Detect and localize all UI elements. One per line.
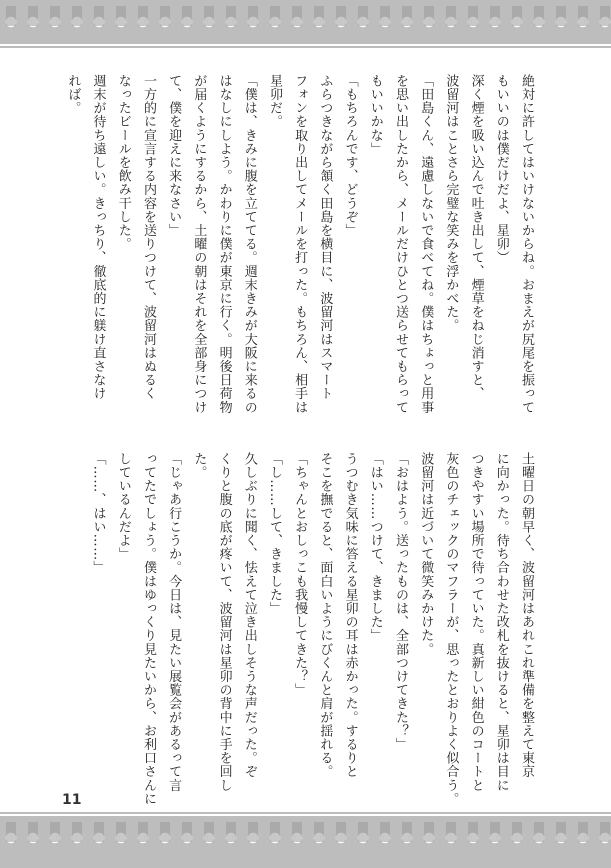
text-line: 灰色のチェックのマフラーが、思ったとおりよく似合う。 bbox=[443, 452, 459, 806]
text-line: 「田島くん、遠慮しないで食べてね。僕はちょっと用事 bbox=[418, 74, 434, 414]
top-decorative-border bbox=[0, 0, 611, 44]
text-line: はなしにしよう。かわりに僕が東京に行く。明後日荷物 bbox=[216, 74, 232, 414]
text-line: 「はい……つけて、きました」 bbox=[367, 452, 383, 643]
text-line: なったビールを飲み干した。 bbox=[115, 74, 131, 251]
text-line: 土曜日の朝早く、波留河はあれこれ準備を整えて東京 bbox=[519, 452, 534, 779]
text-line: もいいかな」 bbox=[367, 74, 383, 156]
text-line: 波留河は近づいて微笑みかけた。 bbox=[418, 452, 434, 656]
text-line: 「もちろんです、どうぞ」 bbox=[342, 74, 358, 238]
text-line: を思い出したから、メールだけひとつ送らせてもらって bbox=[392, 74, 408, 414]
text-line: 絶対に許してはいけないからね。おまえが尻尾を振って bbox=[519, 74, 534, 414]
text-line: 星卯だ。 bbox=[266, 74, 282, 129]
text-line: 「し……して、きました」 bbox=[266, 452, 282, 616]
text-line: うつむき気味に答える星卯の耳は赤かった。するりと bbox=[342, 452, 358, 779]
text-line: 週末が待ち遠しい。きっちり、徹底的に躾け直さなけ bbox=[90, 74, 106, 401]
text-line: 波留河はことさら完璧な笑みを浮かべた。 bbox=[443, 74, 459, 333]
text-line: れば。 bbox=[65, 74, 81, 115]
text-line: しているんだよ」 bbox=[115, 452, 131, 561]
text-line: つきやすい場所で待っていた。真新しい紺色のコートと bbox=[468, 452, 484, 792]
text-line: た。 bbox=[191, 452, 207, 480]
upper-text-block bbox=[60, 74, 539, 454]
text-line: が届くようにするから、土曜の朝はそれを全部身につけ bbox=[191, 74, 207, 414]
bottom-diamond-pattern bbox=[0, 822, 611, 842]
page-number: 11 bbox=[62, 792, 82, 808]
text-line: もいいのは僕だけだよ、星卯） bbox=[493, 74, 509, 265]
text-line: 「じゃあ行こうか。今日は、見たい展覧会があるって言 bbox=[166, 452, 182, 792]
text-line: くりと腹の底が疼いて、波留河は星卯の背中に手を回し bbox=[216, 452, 232, 792]
text-line: そこを撫でると、面白いようにびくんと肩が揺れる。 bbox=[317, 452, 333, 779]
top-diamond-pattern bbox=[0, 6, 611, 26]
text-line: 深く煙を吸い込んで吐き出して、煙草をねじ消すと、 bbox=[468, 74, 484, 401]
text-line: 一方的に宣言する内容を送りつけて、波留河はぬるく bbox=[140, 74, 156, 401]
text-line: 「ちゃんとおしっこも我慢してきた？」 bbox=[292, 452, 308, 697]
text-line: フォンを取り出してメールを打った。もちろん、相手は bbox=[292, 74, 308, 414]
top-stripe bbox=[0, 46, 611, 48]
text-line: 久しぶりに聞く、怯えて泣き出しそうな声だった。ぞ bbox=[241, 452, 257, 779]
text-line: ふらつきながら頷く田島を横目に、波留河はスマート bbox=[317, 74, 333, 401]
text-line: ってたでしょう。僕はゆっくり見たいから、お利口さんに bbox=[140, 452, 156, 806]
bottom-stripe bbox=[0, 812, 611, 814]
text-line: て、僕を迎えに来なさい」 bbox=[166, 74, 182, 238]
text-line: 「おはよう。送ったものは、全部つけてきた？」 bbox=[392, 452, 408, 752]
bottom-decorative-border bbox=[0, 816, 611, 868]
text-line: 「……、はい……」 bbox=[90, 452, 106, 575]
lower-text-block bbox=[85, 452, 539, 806]
text-line: 「僕は、きみに腹を立ててる。週末きみが大阪に来るの bbox=[241, 74, 257, 414]
text-line: に向かった。待ち合わせた改札を抜けると、星卯は目に bbox=[493, 452, 509, 792]
